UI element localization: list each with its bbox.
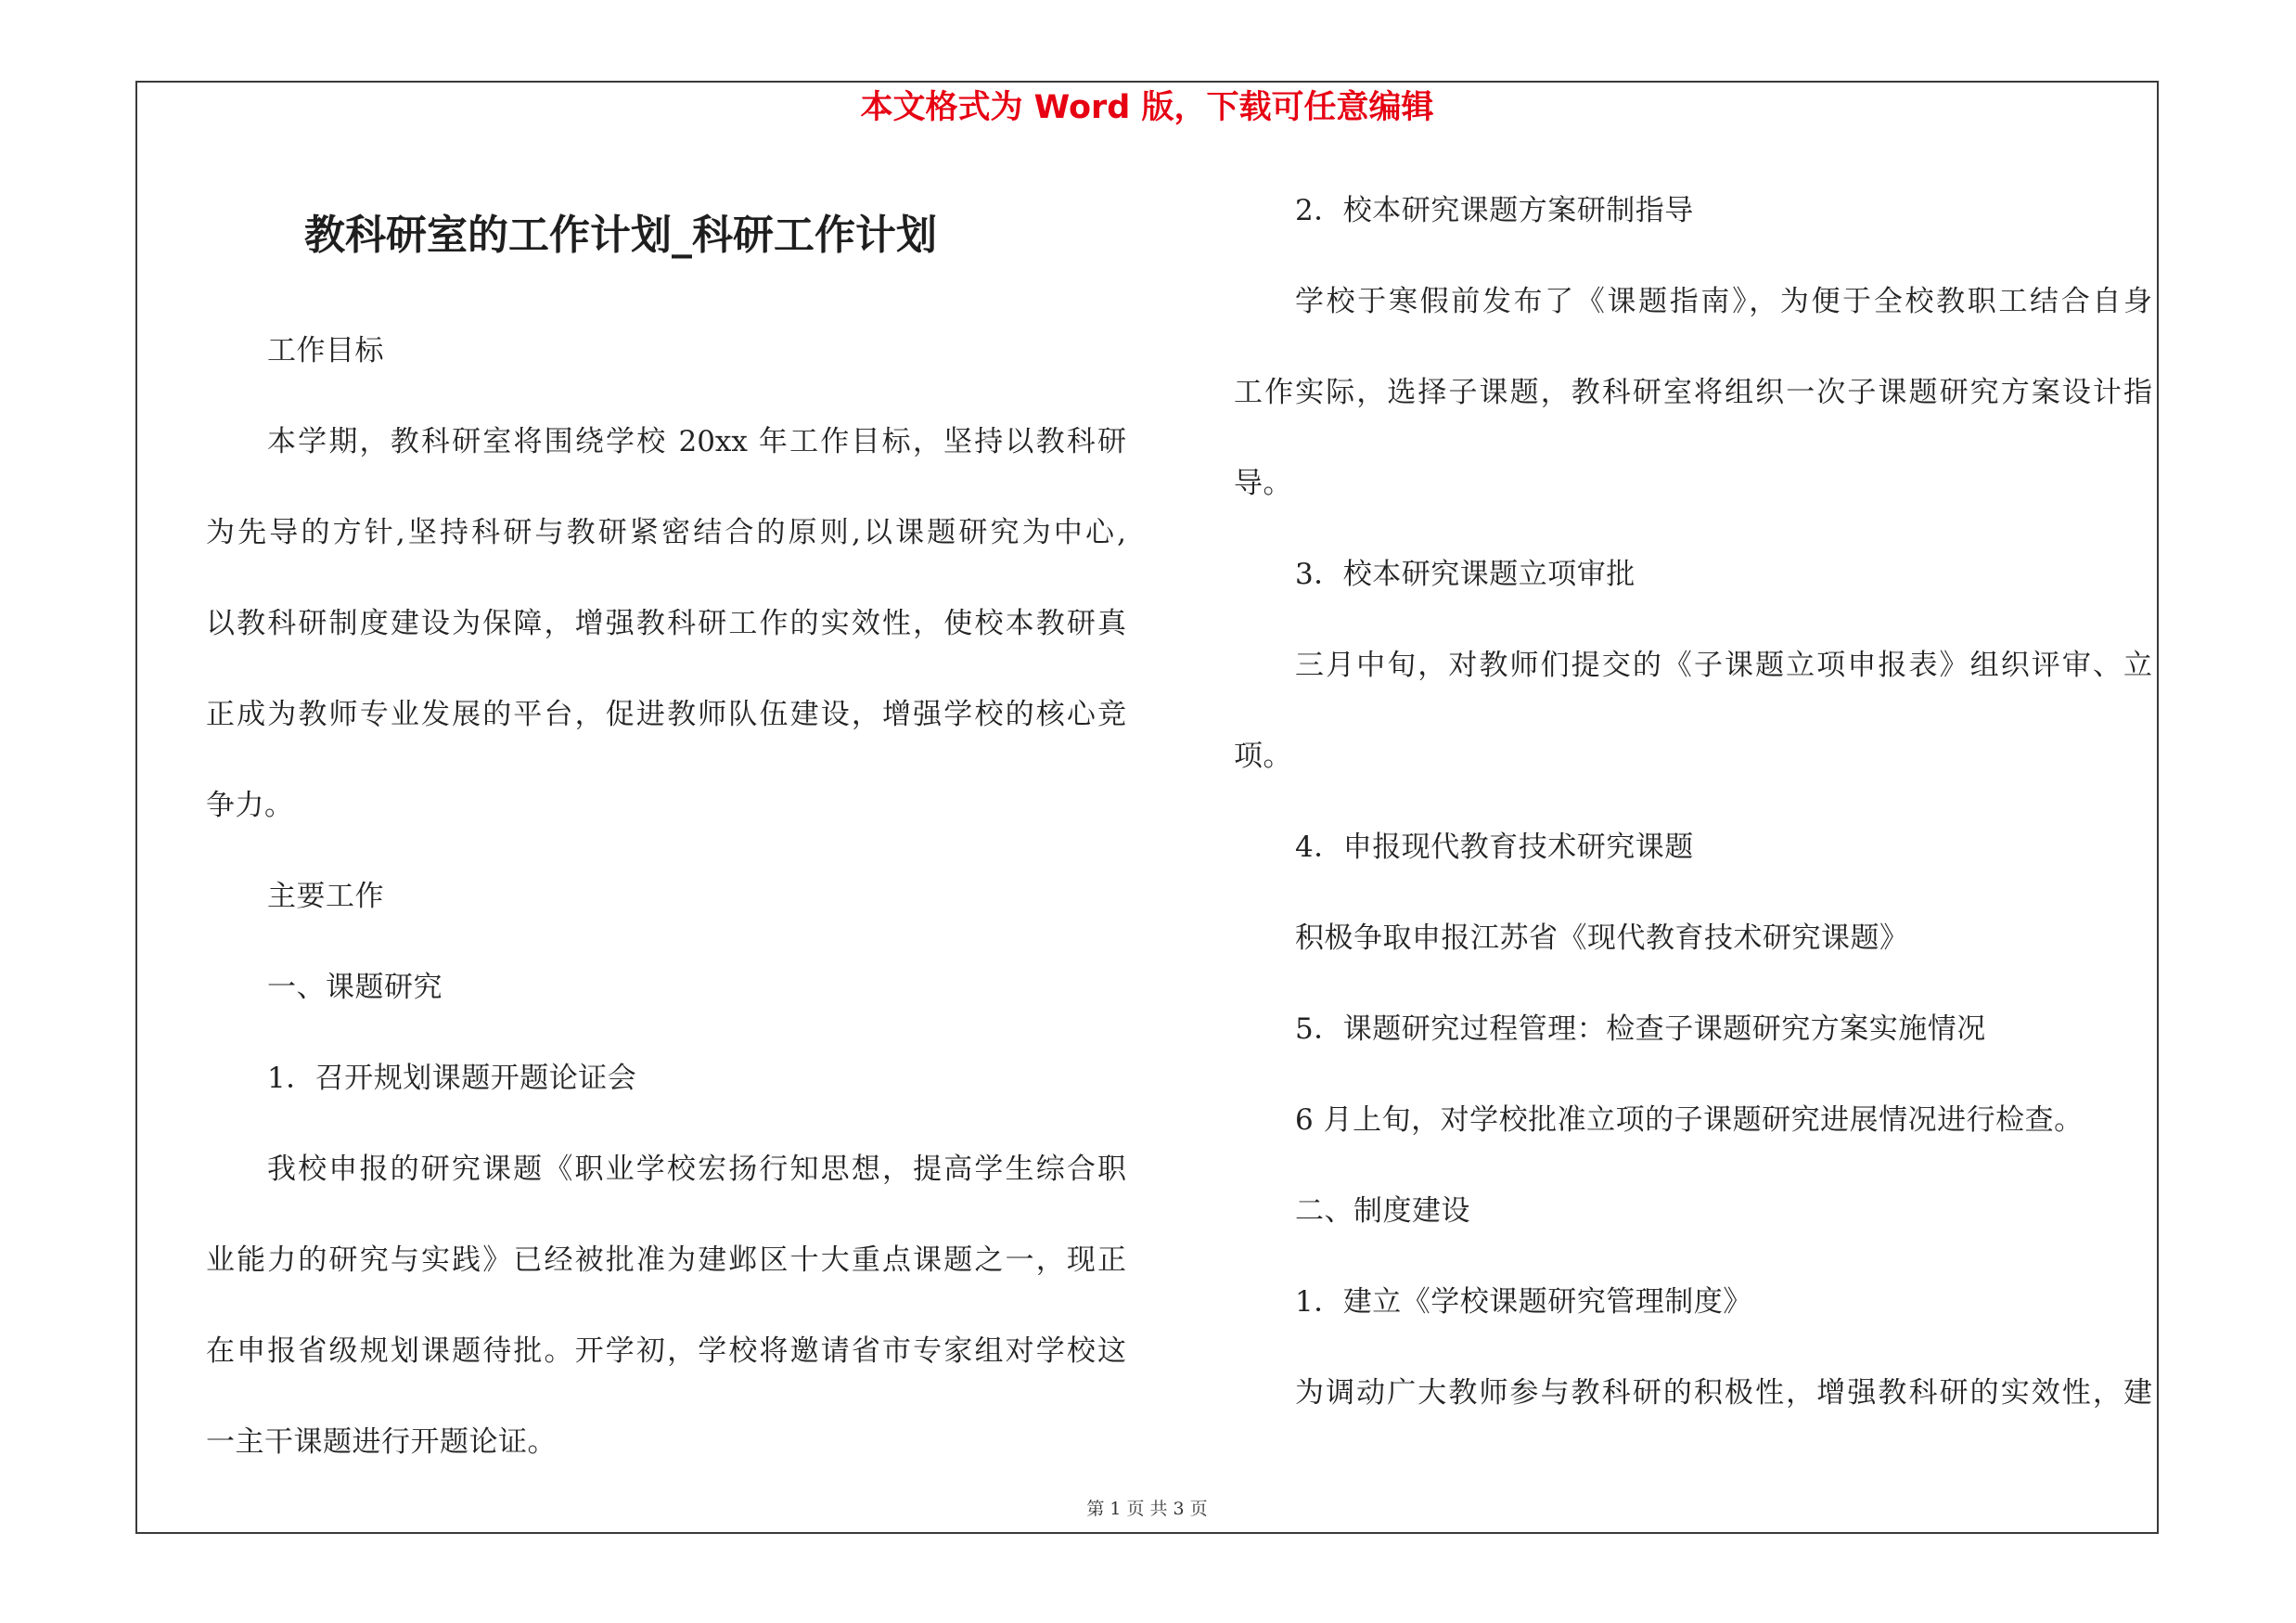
item-paragraph-line: 项。 [1234,740,1292,773]
goal-heading: 工作目标 [267,334,384,367]
item-heading: 1．召开规划课题开题论证会 [267,1062,637,1095]
section-heading-system: 二、制度建设 [1295,1194,1470,1228]
item-paragraph-line: 导。 [1234,467,1292,500]
item-paragraph-line: 业能力的研究与实践》已经被批准为建邺区十大重点课题之一，现正 [206,1243,1126,1277]
item-paragraph-line: 三月中旬，对教师们提交的《子课题立项申报表》组织评审、立 [1295,649,2152,682]
goal-paragraph-line: 争力。 [206,789,294,822]
item-paragraph-line: 我校申报的研究课题《职业学校宏扬行知思想，提高学生综合职 [267,1153,1126,1186]
item-paragraph-line: 在申报省级规划课题待批。开学初，学校将邀请省市专家组对学校这 [206,1334,1126,1368]
item-heading: 5．课题研究过程管理：检查子课题研究方案实施情况 [1295,1012,1986,1046]
item-heading: 3．校本研究课题立项审批 [1295,558,1635,591]
item-paragraph-line: 工作实际，选择子课题，教科研室将组织一次子课题研究方案设计指 [1234,376,2152,409]
page-number-footer: 第 1 页 共 3 页 [1086,1499,1208,1519]
document-title: 教科研室的工作计划_科研工作计划 [304,212,937,259]
goal-paragraph-line: 正成为教师专业发展的平台，促进教师队伍建设，增强学校的核心竞 [206,698,1126,731]
goal-paragraph-line: 以教科研制度建设为保障，增强教科研工作的实效性，使校本教研真 [206,607,1126,640]
section-heading-research: 一、课题研究 [267,971,443,1004]
item-paragraph-line: 一主干课题进行开题论证。 [206,1425,557,1459]
goal-paragraph-line: 为先导的方针,坚持科研与教研紧密结合的原则,以课题研究为中心, [206,516,1126,549]
item-paragraph-line: 6 月上旬，对学校批准立项的子课题研究进展情况进行检查。 [1295,1103,2084,1137]
right-column [1234,165,2152,1438]
item-heading: 1．建立《学校课题研究管理制度》 [1295,1285,1752,1319]
goal-paragraph-line: 本学期，教科研室将围绕学校 20xx 年工作目标，坚持以教科研 [267,425,1126,458]
item-paragraph-line: 学校于寒假前发布了《课题指南》，为便于全校教职工结合自身 [1295,285,2152,318]
item-paragraph-line: 为调动广大教师参与教科研的积极性，增强教科研的实效性，建 [1295,1376,2152,1410]
left-column [206,305,1126,1488]
item-paragraph-line: 积极争取申报江苏省《现代教育技术研究课题》 [1295,921,1909,955]
item-heading: 4．申报现代教育技术研究课题 [1295,831,1694,864]
main-work-heading: 主要工作 [267,880,384,913]
item-heading: 2．校本研究课题方案研制指导 [1295,194,1694,227]
word-format-banner: 本文格式为 Word 版，下载可任意编辑 [860,89,1434,126]
